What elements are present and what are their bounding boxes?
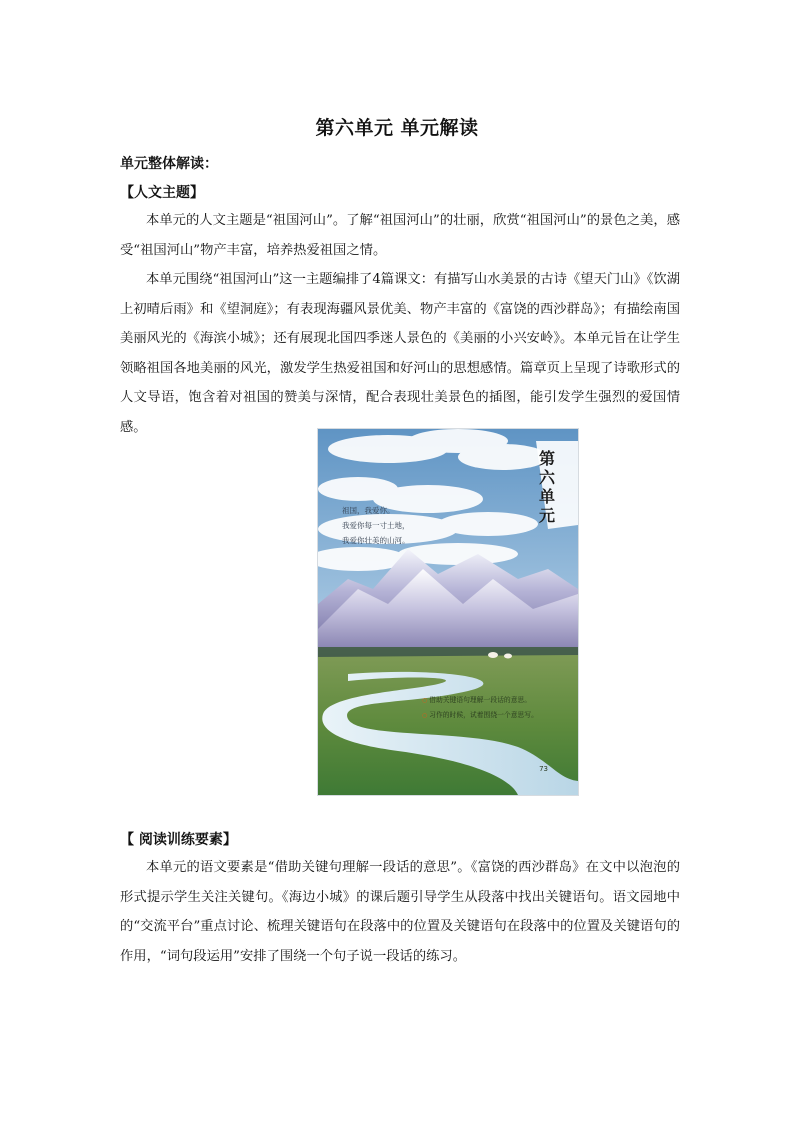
intro-poem bbox=[342, 503, 410, 548]
hint-line: ○ 习作的时候，试着围绕一个意思写。 bbox=[422, 708, 538, 723]
theme-paragraph-2: 本单元围绕“祖国河山”这一主题编排了4篇课文：有描写山水美景的古诗《望天门山》《饮湖上初晴后雨》和《望洞庭》；有表现海疆风景优美、物产丰富的《富饶的西沙群岛》；有描绘南国美丽风光的《海滨小城》；还有展现北国四季迷人景色的《美丽的小兴安岭》。本单元旨在让学生领略祖国各地美丽的风光，激发学生热爱祖国和好河山的思想感情。篇章页上呈现了诗歌形式的人文导语，饱含着对祖国的赞美与深情，配合表现壮美景色的插图，能引发学生强烈的爱国情感。 bbox=[120, 272, 680, 435]
section-heading-theme: 【人文主题】 bbox=[120, 185, 204, 201]
vertical-title-char: 第 bbox=[538, 449, 555, 468]
vertical-unit-title bbox=[530, 449, 564, 525]
vertical-title-char: 元 bbox=[538, 506, 555, 525]
page-title: 第六单元 单元解读 bbox=[315, 117, 479, 139]
unit-cover-illustration bbox=[317, 428, 579, 796]
poem-line: 我爱你壮美的山河。 bbox=[342, 536, 410, 545]
section-heading-reading: 【 阅读训练要素】 bbox=[120, 832, 237, 848]
hint-line: ○ 借助关键语句理解一段话的意思。 bbox=[422, 693, 538, 708]
image-page-number: 73 bbox=[539, 765, 548, 773]
poem-line: 我爱你每一寸土地， bbox=[342, 521, 410, 530]
theme-paragraph-1: 本单元的人文主题是“祖国河山”。了解“祖国河山”的壮丽，欣赏“祖国河山”的景色之美，感受“祖国河山”物产丰富，培养热爱祖国之情。 bbox=[120, 213, 680, 258]
overall-heading: 单元整体解读： bbox=[120, 156, 218, 172]
unit-hints bbox=[422, 693, 538, 723]
poem-line: 祖国，我爱你。 bbox=[342, 506, 395, 515]
reading-paragraph-1: 本单元的语文要素是“借助关键句理解一段话的意思”。《富饶的西沙群岛》在文中以泡泡的形式提示学生关注关键句。《海边小城》的课后题引导学生从段落中找出关键语句。语文园地中的“交流平台”重点讨论、梳理关键语句在段落中的位置及关键语句在段落中的位置及关键语句的作用，“词句段运用”安排了围绕一个句子说一段话的练习。 bbox=[120, 860, 680, 964]
vertical-title-char: 六 bbox=[538, 468, 555, 487]
vertical-title-char: 单 bbox=[538, 487, 555, 506]
